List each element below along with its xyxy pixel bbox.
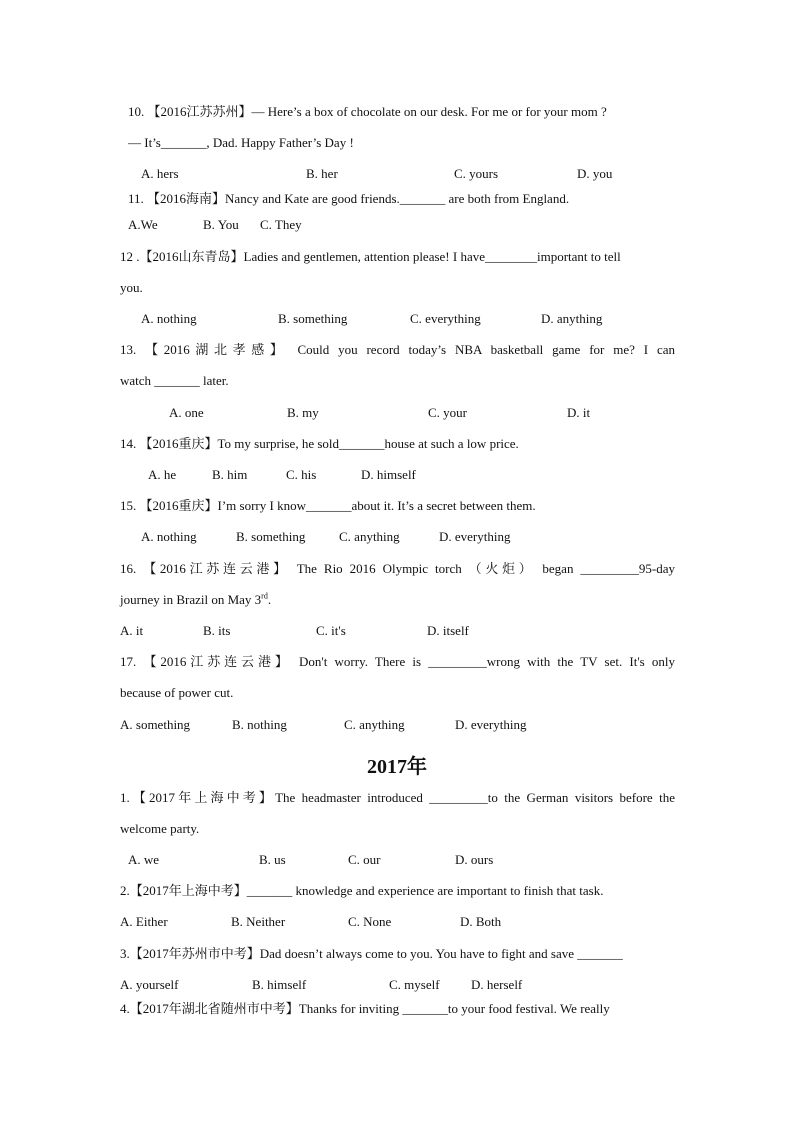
question-number: 13. — [120, 342, 137, 357]
option-c: C. None — [348, 914, 392, 929]
option-d: D. everything — [455, 717, 527, 732]
question-2017-3 — [120, 946, 623, 962]
question-10 — [128, 104, 607, 120]
option-c: C. it's — [316, 623, 346, 638]
question-stem: To my surprise, he sold_______house at such a low price. — [217, 436, 519, 451]
question-source: 【2016湖北孝感】 — [145, 342, 289, 357]
option-b: B. nothing — [232, 717, 287, 732]
question-15 — [120, 498, 536, 514]
option-a: A. hers — [141, 166, 179, 181]
option-d: D. Both — [460, 914, 502, 929]
question-12 — [120, 249, 621, 265]
option-d: D. anything — [541, 311, 603, 326]
option-a: A. one — [169, 405, 204, 420]
question-source: 【2016重庆】 — [139, 498, 218, 513]
question-2017-1-continued: welcome party. — [120, 821, 200, 836]
option-c: C. myself — [389, 977, 440, 992]
question-number: 10. — [128, 104, 145, 119]
option-a: A. something — [120, 717, 191, 732]
question-number: 3. — [120, 946, 130, 961]
option-b: B. something — [236, 529, 306, 544]
question-number: 15. — [120, 498, 137, 513]
question-number: 17. — [120, 654, 137, 669]
option-b: B. its — [203, 623, 231, 638]
question-14 — [120, 436, 519, 452]
option-b: B. something — [278, 311, 348, 326]
stem-end: . — [267, 592, 272, 607]
option-a: A. nothing — [141, 529, 197, 544]
option-c: C. anything — [344, 717, 405, 732]
question-stem: I’m sorry I know_______about it. It’s a secret between them. — [217, 498, 536, 513]
question-source: 【2017年上海中考】 — [129, 883, 247, 898]
option-d: D. itself — [427, 623, 469, 638]
option-a: A. nothing — [141, 311, 197, 326]
option-b: B. Neither — [231, 914, 286, 929]
question-stem: Thanks for inviting _______to your food festival. We really — [298, 1001, 610, 1016]
question-stem: Ladies and gentlemen, attention please! I have________important to tell — [243, 249, 621, 264]
option-b: B. You — [203, 217, 239, 232]
option-c: C. They — [260, 217, 302, 232]
ordinal-superscript: rd — [261, 591, 268, 601]
question-17 — [120, 654, 675, 670]
question-source: 【2016山东青岛】 — [139, 249, 244, 264]
option-a: A. yourself — [120, 977, 179, 992]
question-16 — [120, 561, 675, 577]
question-number: 11. — [128, 191, 144, 206]
question-12-continued: you. — [120, 280, 143, 295]
option-a: A. Either — [120, 914, 168, 929]
question-number: 4. — [120, 1001, 130, 1016]
question-number: 14. — [120, 436, 137, 451]
question-source: 【2016江苏苏州】 — [147, 104, 252, 119]
question-stem: The Rio 2016 Olympic torch （火炬） began _________95-day — [296, 561, 675, 576]
option-a: A. we — [128, 852, 160, 867]
question-2017-2 — [120, 883, 603, 899]
question-16-continued — [120, 592, 271, 608]
question-10-reply: — It’s_______, Dad. Happy Father’s Day ! — [128, 135, 354, 150]
option-b: B. himself — [252, 977, 307, 992]
stem-text: journey in Brazil on May 3 — [120, 592, 262, 607]
question-11 — [128, 191, 569, 207]
question-stem: Nancy and Kate are good friends._______ are both from England. — [225, 191, 570, 206]
option-c: C. your — [428, 405, 467, 420]
option-b: B. her — [306, 166, 338, 181]
question-source: 【2016海南】 — [147, 191, 226, 206]
question-17-continued: because of power cut. — [120, 685, 234, 700]
question-source: 【2016江苏连云港】 — [143, 561, 290, 576]
question-2017-4 — [120, 1001, 610, 1017]
option-c: C. everything — [410, 311, 481, 326]
question-number: 1. — [120, 790, 130, 805]
question-source: 【2017年上海中考】 — [129, 790, 276, 805]
question-13 — [120, 342, 675, 358]
option-b: B. us — [259, 852, 286, 867]
option-c: C. anything — [339, 529, 400, 544]
option-c: C. yours — [454, 166, 499, 181]
option-d: D. it — [567, 405, 591, 420]
question-2017-1 — [120, 790, 675, 806]
question-number: 2. — [120, 883, 130, 898]
option-d: D. herself — [471, 977, 523, 992]
question-source: 【2016江苏连云港】 — [143, 654, 292, 669]
option-a: A. he — [148, 467, 177, 482]
option-a: A.We — [128, 217, 158, 232]
question-source: 【2017年苏州市中考】 — [129, 946, 260, 961]
question-stem: _______ knowledge and experience are important to finish that task. — [246, 883, 604, 898]
option-c: C. his — [286, 467, 317, 482]
question-stem: Dad doesn’t always come to you. You have to fight and save _______ — [259, 946, 623, 961]
question-stem: Could you record today’s NBA basketball game for me? I can — [297, 342, 676, 357]
question-source: 【2016重庆】 — [139, 436, 218, 451]
section-heading: 2017年 — [367, 756, 427, 778]
option-c: C. our — [348, 852, 381, 867]
option-d: D. you — [577, 166, 613, 181]
option-b: B. him — [212, 467, 248, 482]
option-b: B. my — [287, 405, 319, 420]
question-stem: The headmaster introduced _________to the German visitors before the — [275, 790, 675, 805]
question-number: 12 . — [120, 249, 140, 264]
option-d: D. ours — [455, 852, 494, 867]
option-a: A. it — [120, 623, 144, 638]
question-source: 【2017年湖北省随州市中考】 — [129, 1001, 299, 1016]
question-stem: Don't worry. There is _________wrong with the TV set. It's only — [299, 654, 676, 669]
option-d: D. everything — [439, 529, 511, 544]
question-number: 16. — [120, 561, 137, 576]
question-13-continued: watch _______ later. — [120, 373, 229, 388]
question-stem: — Here’s a box of chocolate on our desk. For me or for your mom ? — [251, 104, 607, 119]
option-d: D. himself — [361, 467, 416, 482]
